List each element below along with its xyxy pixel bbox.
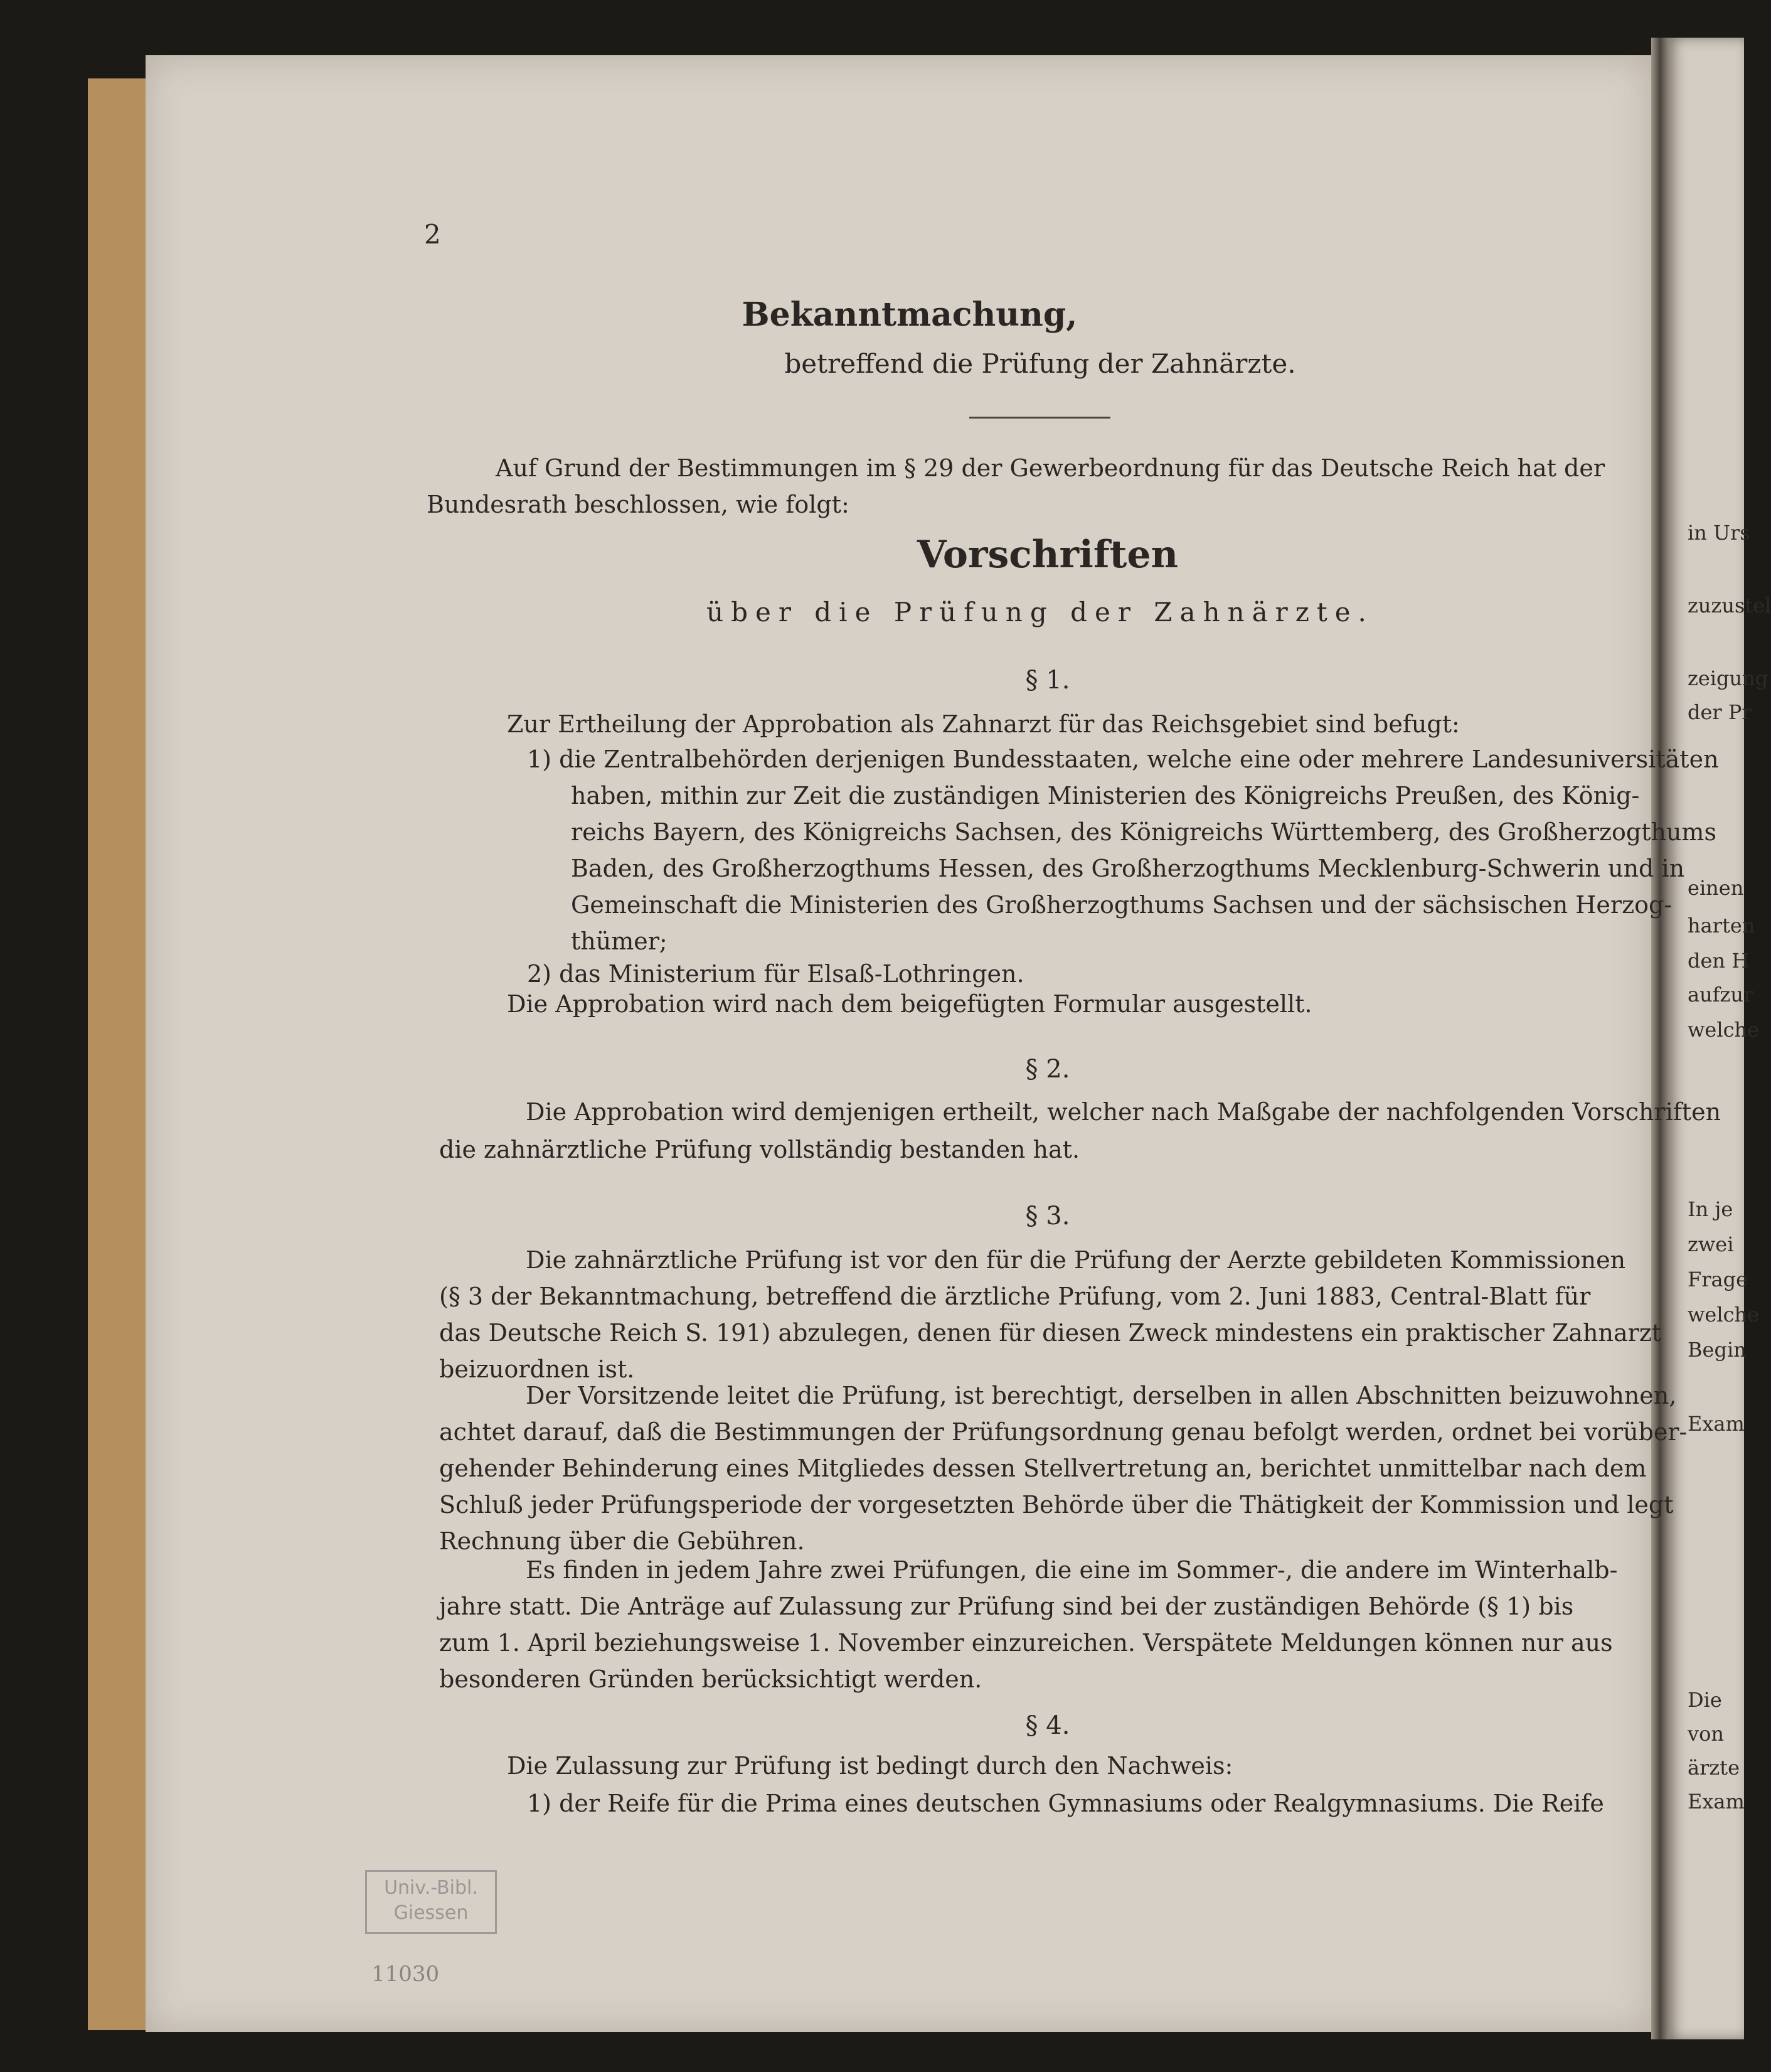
section-line: zum 1. April beziehungsweise 1. November einzureichen. Verspätete Meldungen können nur aus xyxy=(439,1629,1613,1657)
section-line: Es finden in jedem Jahre zwei Prüfungen, die eine im Sommer-, die andere im Winterhalb- xyxy=(526,1556,1618,1584)
facing-page-fragment: einen xyxy=(1688,876,1744,900)
facing-page-fragment: Frage xyxy=(1688,1268,1748,1291)
section-line: Der Vorsitzende leitet die Prüfung, ist berechtigt, derselben in allen Abschnitten beizuwohnen, xyxy=(526,1382,1677,1409)
facing-page-fragment: zuzustel xyxy=(1688,594,1771,617)
section-line: Die Approbation wird nach dem beigefügten Formular ausgestellt. xyxy=(507,990,1312,1018)
section-line: reichs Bayern, des Königreichs Sachsen, des Königreichs Württemberg, des Großherzogthums xyxy=(571,818,1716,846)
section-label: § 4. xyxy=(1025,1711,1070,1740)
facing-page-fragment: harten xyxy=(1688,914,1755,937)
section-line: Baden, des Großherzogthums Hessen, des Großherzogthums Mecklenburg-Schwerin und in xyxy=(571,855,1685,882)
facing-page-fragment: zeigung xyxy=(1688,666,1768,690)
facing-page-fragment: In je xyxy=(1688,1197,1733,1221)
facing-page-fragment: welche xyxy=(1688,1303,1760,1327)
section-line: Die zahnärztliche Prüfung ist vor den für die Prüfung der Aerzte gebildeten Kommissionen xyxy=(526,1246,1626,1274)
intro-line: Bundesrath beschlossen, wie folgt: xyxy=(427,491,849,518)
section-line: die zahnärztliche Prüfung vollständig bestanden hat. xyxy=(439,1136,1080,1163)
section-line: achtet darauf, daß die Bestimmungen der Prüfungsordnung genau befolgt werden, ordnet bei vorüber- xyxy=(439,1418,1688,1446)
section-line: besonderen Gründen berücksichtigt werden. xyxy=(439,1665,982,1693)
section-line: Die Zulassung zur Prüfung ist bedingt durch den Nachweis: xyxy=(507,1752,1233,1780)
facing-page-fragment: aufzur xyxy=(1688,983,1753,1007)
section-line: thümer; xyxy=(571,927,667,955)
section-line: Zur Ertheilung der Approbation als Zahnarzt für das Reichsgebiet sind befugt: xyxy=(507,710,1460,738)
facing-page-fragment: Exam xyxy=(1688,1412,1745,1436)
facing-page-fragment: Die xyxy=(1688,1688,1722,1712)
facing-page-fragment: der Pr xyxy=(1688,700,1752,724)
section-line: jahre statt. Die Anträge auf Zulassung zur Prüfung sind bei der zuständigen Behörde (§ 1) bis xyxy=(439,1593,1574,1620)
section-line: das Deutsche Reich S. 191) abzulegen, denen für diesen Zweck mindestens ein praktischer Zahnarzt xyxy=(439,1319,1662,1347)
section-line: 2) das Ministerium für Elsaß-Lothringen. xyxy=(527,960,1024,988)
section-label: § 1. xyxy=(1025,666,1070,695)
section-line: Gemeinschaft die Ministerien des Großherzogthums Sachsen und der sächsischen Herzog- xyxy=(571,891,1673,919)
section-line: 1) die Zentralbehörden derjenigen Bundesstaaten, welche eine oder mehrere Landesuniversitäten xyxy=(527,745,1719,773)
regulations-subheading: über die Prüfung der Zahnärzte. xyxy=(706,597,1374,627)
regulations-heading: Vorschriften xyxy=(917,533,1179,577)
section-line: (§ 3 der Bekanntmachung, betreffend die ärztliche Prüfung, vom 2. Juni 1883, Central-Blatt für xyxy=(439,1283,1591,1310)
shelfmark: 11030 xyxy=(371,1962,440,1987)
section-label: § 3. xyxy=(1025,1202,1070,1231)
page-number: 2 xyxy=(424,219,441,250)
facing-page-fragment: zwei xyxy=(1688,1232,1734,1256)
facing-page-fragment: ärzte xyxy=(1688,1756,1740,1780)
document-subtitle: betreffend die Prüfung der Zahnärzte. xyxy=(784,348,1296,379)
section-line: 1) der Reife für die Prima eines deutschen Gymnasiums oder Realgymnasiums. Die Reife xyxy=(527,1790,1604,1817)
facing-page-fragment: Exam xyxy=(1688,1790,1745,1813)
section-line: gehender Behinderung eines Mitgliedes dessen Stellvertretung an, berichtet unmittelbar nach dem xyxy=(439,1455,1647,1482)
section-line: beizuordnen ist. xyxy=(439,1355,635,1383)
section-line: Schluß jeder Prüfungsperiode der vorgesetzten Behörde über die Thätigkeit der Kommission und legt xyxy=(439,1491,1674,1519)
document-title: Bekanntmachung, xyxy=(742,296,1078,334)
intro-line: Auf Grund der Bestimmungen im § 29 der Gewerbeordnung für das Deutsche Reich hat der xyxy=(496,454,1605,482)
facing-page-fragment: den H xyxy=(1688,949,1750,973)
facing-page-fragment: Begin xyxy=(1688,1338,1747,1362)
section-label: § 2. xyxy=(1025,1055,1070,1084)
facing-page-fragment: in Urs xyxy=(1688,521,1750,545)
facing-page-fragment: von xyxy=(1688,1722,1724,1746)
facing-page-fragment: welche xyxy=(1688,1018,1760,1042)
title-divider xyxy=(969,417,1110,419)
section-line: haben, mithin zur Zeit die zuständigen Ministerien des Königreichs Preußen, des König- xyxy=(571,782,1640,809)
section-line: Rechnung über die Gebühren. xyxy=(439,1527,805,1555)
section-line: Die Approbation wird demjenigen ertheilt, welcher nach Maßgabe der nachfolgenden Vorschriften xyxy=(526,1098,1721,1126)
library-stamp: Univ.-Bibl. Giessen xyxy=(365,1870,497,1934)
